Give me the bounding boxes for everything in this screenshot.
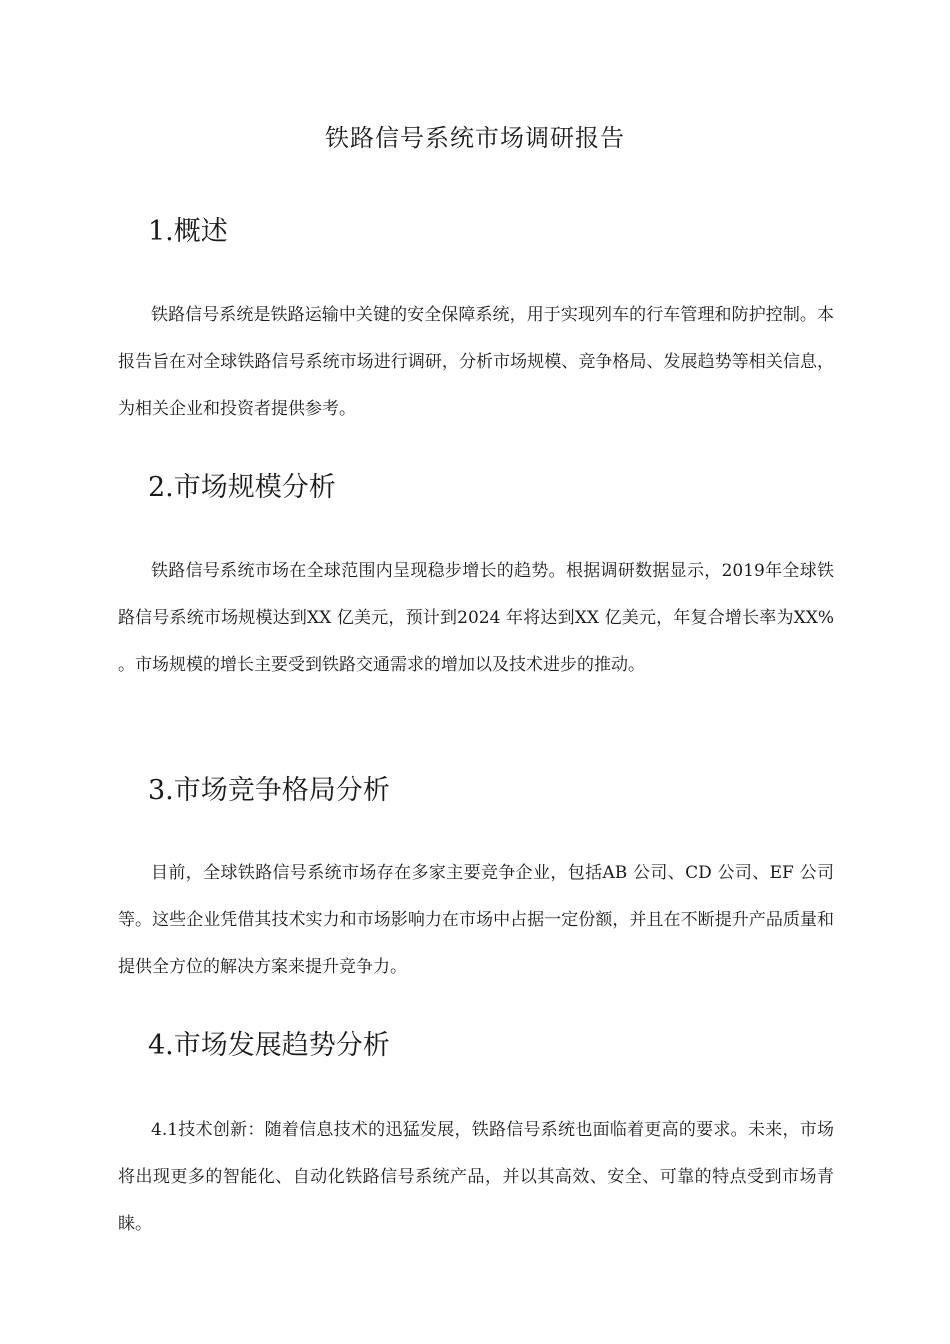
document-title: 铁路信号系统市场调研报告 — [325, 124, 625, 152]
section-paragraph-competition: 目前，全球铁路信号系统市场存在多家主要竞争企业，包括AB 公司、CD 公司、EF 公司等。这些企业凭借其技术实力和市场影响力在市场中占据一定份额，并且在不断提升产品质量和提供全方位的解决方案来提升竞争力。 — [118, 863, 834, 977]
section-heading-market-size: 2.市场规模分析 — [148, 472, 336, 503]
section-heading-overview: 1.概述 — [148, 216, 228, 247]
section-heading-trends: 4.市场发展趋势分析 — [148, 1030, 390, 1061]
section-paragraph-trends: 4.1技术创新：随着信息技术的迅猛发展，铁路信号系统也面临着更高的要求。未来，市场将出现更多的智能化、自动化铁路信号系统产品，并以其高效、安全、可靠的特点受到市场青睐。 — [118, 1120, 834, 1234]
section-heading-competition: 3.市场竞争格局分析 — [148, 775, 390, 806]
section-paragraph-market-size: 铁路信号系统市场在全球范围内呈现稳步增长的趋势。根据调研数据显示，2019年全球铁路信号系统市场规模达到XX 亿美元，预计到2024 年将达到XX 亿美元，年复合增长率为XX% 。市场规模的增长主要受到铁路交通需求的增加以及技术进步的推动。 — [118, 561, 834, 675]
section-paragraph-overview: 铁路信号系统是铁路运输中关键的安全保障系统，用于实现列车的行车管理和防护控制。本报告旨在对全球铁路信号系统市场进行调研，分析市场规模、竞争格局、发展趋势等相关信息，为相关企业和投资者提供参考。 — [118, 305, 834, 419]
